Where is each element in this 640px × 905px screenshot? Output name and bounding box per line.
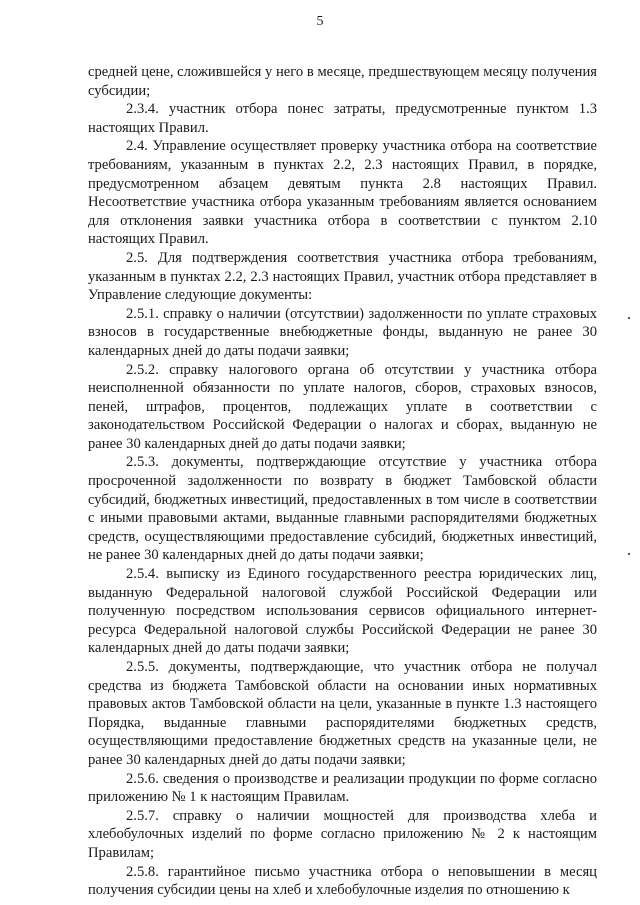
paragraph-2-5-1: 2.5.1. справку о наличии (отсутствии) задолженности по уплате страховых взносов в государственные внебюджетные фонды, выданную не ранее 30 календарных дней до даты подачи заявки; <box>88 305 597 359</box>
paragraph-2-5-2: 2.5.2. справку налогового органа об отсутствии у участника отбора неисполненной обязанности по уплате налогов, сборов, страховых взносов, пеней, штрафов, процентов, подлежащих уплате в соответствии с законодательством Российской Федерации о налогах и сборах, выданную не ранее 30 календарных дней до даты подачи заявки; <box>88 361 597 452</box>
scan-speck <box>628 553 630 555</box>
scan-speck <box>628 317 630 319</box>
paragraph-2-5-7: 2.5.7. справку о наличии мощностей для производства хлеба и хлебобулочных изделий по форме согласно приложению № 2 к настоящим Правилам; <box>88 807 597 861</box>
paragraph-continuation: средней цене, сложившейся у него в месяце, предшествующем месяцу получения субсидии; <box>88 64 597 99</box>
paragraph-2-4: 2.4. Управление осуществляет проверку участника отбора на соответствие требованиям, указанным в пунктах 2.2, 2.3 настоящих Правил, в порядке, предусмотренном абзацем девятым пункта 2.8 настоящих Правил. Несоответствие участника отбора указанным требованиям является основанием для отклонения заявки участника отбора в соответствии с пунктом 2.10 настоящих Правил. <box>88 138 597 248</box>
paragraph-2-5-6: 2.5.6. сведения о производстве и реализации продукции по форме согласно приложению № 1 к настоящим Правилам. <box>88 770 597 806</box>
paragraph-2-5-8: 2.5.8. гарантийное письмо участника отбора о неповышении в месяц получения субсидии цены на хлеб и хлебобулочные изделия по отношению к <box>88 863 597 899</box>
document-body <box>88 63 597 900</box>
page-number: 5 <box>316 14 324 29</box>
paragraph-2-5-5: 2.5.5. документы, подтверждающие, что участник отбора не получал средства из бюджета Тамбовской области на основании иных нормативных правовых актов Тамбовской области на цели, указанные в пункте 1.3 настоящего Порядка, выданные главными распорядителями бюджетных средств, осуществляющими предоставление бюджетных средств на указанные цели, не ранее 30 календарных дней до даты подачи заявки; <box>88 659 597 768</box>
paragraph-2-5-4: 2.5.4. выписку из Единого государственного реестра юридических лиц, выданную Федеральной налоговой службой Российской Федерации или полученную посредством использования сервисов официального интернет-ресурса Федеральной налоговой службы Российской Федерации не ранее 30 календарных дней до даты подачи заявки; <box>88 566 597 657</box>
paragraph-2-5-3: 2.5.3. документы, подтверждающие отсутствие у участника отбора просроченной задолженности по возврату в бюджет Тамбовской области субсидий, бюджетных инвестиций, предоставленных в том числе в соответствии с иными правовыми актами, выданные главными распорядителями бюджетных средств, осуществляющими предоставление субсидий, бюджетных инвестиций, не ранее 30 календарных дней до даты подачи заявки; <box>88 454 597 564</box>
paragraph-2-3-4: 2.3.4. участник отбора понес затраты, предусмотренные пунктом 1.3 настоящих Правил. <box>88 101 597 136</box>
paragraph-2-5: 2.5. Для подтверждения соответствия участника отбора требованиям, указанным в пунктах 2.2, 2.3 настоящих Правил, участник отбора представляет в Управление следующие документы: <box>88 249 597 304</box>
